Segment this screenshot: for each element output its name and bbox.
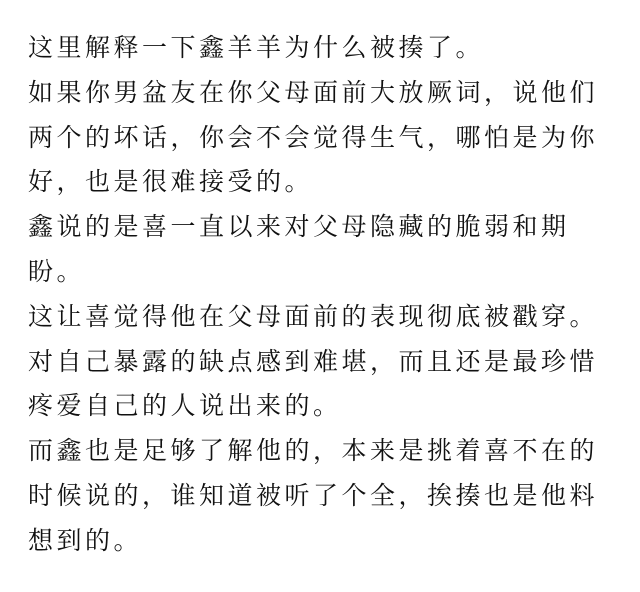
paragraph-4: 这让喜觉得他在父母面前的表现彻底被戳穿。对自己暴露的缺点感到难堪，而且还是最珍惜疼爱自己的人说出来的。 xyxy=(28,301,599,421)
paragraph-3: 鑫说的是喜一直以来对父母隐藏的脆弱和期盼。 xyxy=(28,212,570,286)
text-body xyxy=(28,26,612,564)
paragraph-2: 如果你男盆友在你父母面前大放厥词，说他们两个的坏话，你会不会觉得生气，哪怕是为你好，也是很难接受的。 xyxy=(28,77,599,197)
paragraph-1: 这里解释一下鑫羊羊为什么被揍了。 xyxy=(28,33,485,62)
paragraph-5: 而鑫也是足够了解他的，本来是挑着喜不在的时候说的，谁知道被听了个全，挨揍也是他料想到的。 xyxy=(28,436,599,555)
